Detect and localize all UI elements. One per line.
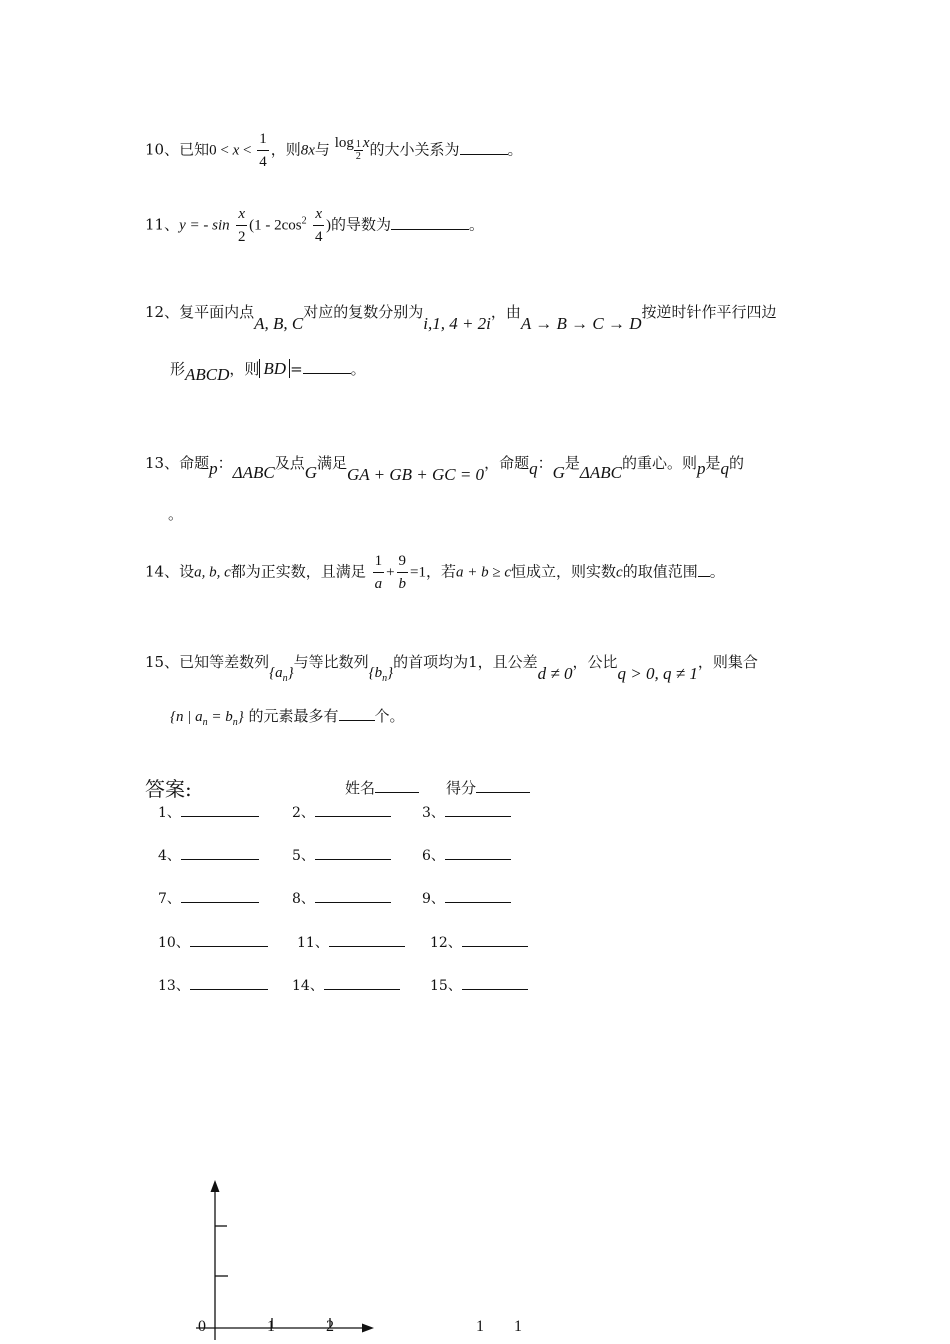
answer-cell-11: 11、 bbox=[297, 932, 405, 952]
question-15-line-1: 15、已知等差数列$\{a_n\}$与等比数列$\{b_n\}$的首项均为1，且公差d ≠ 0，公比q > 0, q ≠ 1，则集合 bbox=[145, 653, 758, 684]
answer-cell-14: 14、 bbox=[292, 975, 400, 995]
answer-blank-7[interactable] bbox=[181, 888, 259, 903]
answer-blank bbox=[303, 359, 351, 374]
score-field[interactable]: 得分 bbox=[446, 777, 530, 798]
question-11: 11、y = - sin $\frac{x}{2}$ ($1 - 2\cos^2$ $\frac{x}{4}$ )的导数为 。 bbox=[145, 203, 484, 248]
answer-blank-2[interactable] bbox=[315, 802, 391, 817]
question-12-line-1: 12、复平面内点A, B, C对应的复数分别为i,1, 4 + 2i，由A → B → C → D按逆时针作平行四边 bbox=[145, 303, 777, 333]
answer-blank-9[interactable] bbox=[445, 888, 511, 903]
answer-cell-3: 3、 bbox=[422, 802, 511, 822]
question-13: 13、命题p：ΔABC及点G满足GA + GB + GC = 0，命题q：G是ΔABC的重心。则p是q的 bbox=[145, 454, 745, 484]
answer-blank bbox=[391, 215, 469, 230]
fraction-1-4: $\frac{1}{4}$ bbox=[257, 128, 269, 173]
answer-blank-6[interactable] bbox=[445, 845, 511, 860]
answer-cell-2: 2、 bbox=[292, 802, 391, 822]
answer-blank-10[interactable] bbox=[190, 932, 268, 947]
x-axis-arrow bbox=[362, 1324, 374, 1333]
question-10: 10、已知0 < x < $\frac{1}{4}$ ，则8x与 log $\frac{1}{2}$ x的大小关系为 。 bbox=[145, 128, 523, 173]
question-13-end: 。 bbox=[168, 505, 184, 523]
answer-cell-4: 4、 bbox=[158, 845, 259, 865]
answer-blank bbox=[339, 706, 375, 721]
stray-label: 1 bbox=[514, 1318, 522, 1335]
answer-blank bbox=[698, 562, 710, 577]
x-tick-label-0: 0 bbox=[198, 1318, 206, 1335]
answer-blank-11[interactable] bbox=[329, 932, 405, 947]
answer-cell-5: 5、 bbox=[292, 845, 391, 865]
question-14: 14、设a, b, c都为正实数，且满足 $\frac{1}{a}$ + $\frac{9}{b}$ =1，若a + b ≥ c恒成立，则实数c的取值范围 。 bbox=[145, 550, 725, 595]
answer-blank-1[interactable] bbox=[181, 802, 259, 817]
y-axis-arrow bbox=[211, 1180, 220, 1192]
answers-title: 答案: bbox=[145, 777, 192, 801]
question-15-line-2: {n | $a_n = b_n$} 的元素最多有 个。 bbox=[170, 707, 405, 728]
answer-cell-1: 1、 bbox=[158, 802, 259, 822]
answer-cell-13: 13、 bbox=[158, 975, 268, 995]
answer-blank-15[interactable] bbox=[462, 975, 528, 990]
answer-blank-4[interactable] bbox=[181, 845, 259, 860]
answer-blank-12[interactable] bbox=[462, 932, 528, 947]
x-tick-label-2: 2 bbox=[326, 1318, 334, 1335]
answer-cell-8: 8、 bbox=[292, 888, 391, 908]
name-blank[interactable] bbox=[375, 778, 419, 793]
answer-blank-14[interactable] bbox=[324, 975, 400, 990]
answer-cell-6: 6、 bbox=[422, 845, 511, 865]
stray-label: 1 bbox=[476, 1318, 484, 1335]
answer-cell-7: 7、 bbox=[158, 888, 259, 908]
answer-blank-5[interactable] bbox=[315, 845, 391, 860]
answer-cell-15: 15、 bbox=[430, 975, 528, 995]
name-field[interactable]: 姓名 bbox=[345, 777, 419, 798]
score-blank[interactable] bbox=[476, 778, 530, 793]
x-tick-label-1: 1 bbox=[267, 1318, 275, 1335]
answer-blank bbox=[460, 140, 508, 155]
answer-cell-9: 9、 bbox=[422, 888, 511, 908]
answer-blank-13[interactable] bbox=[190, 975, 268, 990]
answer-cell-12: 12、 bbox=[430, 932, 528, 952]
answer-blank-3[interactable] bbox=[445, 802, 511, 817]
answer-cell-10: 10、 bbox=[158, 932, 268, 952]
answer-blank-8[interactable] bbox=[315, 888, 391, 903]
question-12-line-2: 形ABCD，则 BD = 。 bbox=[170, 359, 366, 384]
